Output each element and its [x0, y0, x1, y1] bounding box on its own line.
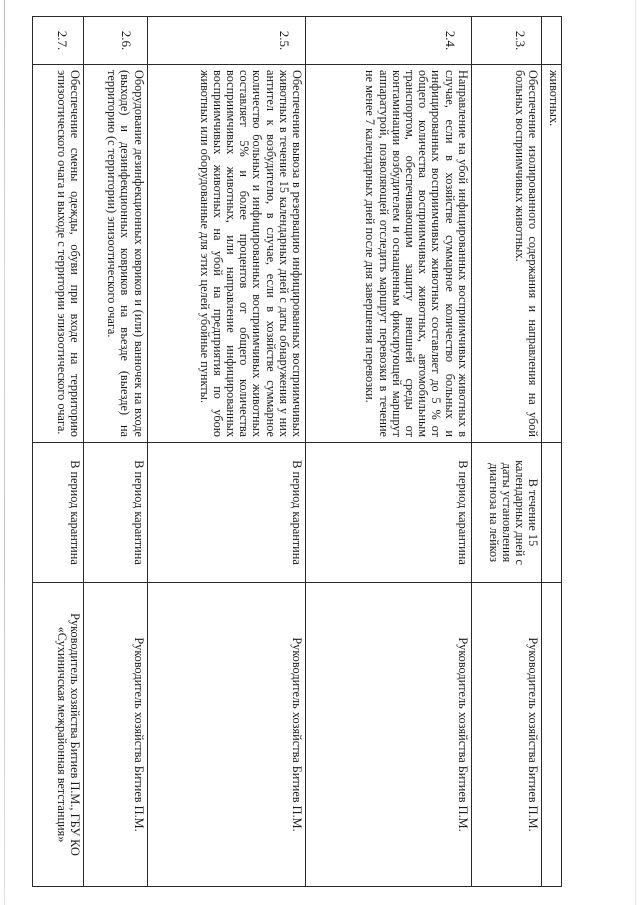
measure-cell: Обеспечение смены одежды, обуви при входе на территорию эпизоотического очага и выходе с территории эпизоотического очага. [33, 65, 84, 443]
measure-cell: животных. [542, 65, 562, 443]
term-cell: В период карантина [84, 443, 147, 583]
scan-edge-left [4, 0, 5, 905]
term-cell: В период карантина [306, 443, 472, 583]
measures-table [32, 16, 562, 887]
responsible-cell: Руководитель хозяйства Битиев П.М. [471, 583, 541, 887]
row-number-cell: 2.6. [84, 17, 147, 65]
responsible-cell: Руководитель хозяйства Битиев П.М., ГБУ КО «Сухиничская межрайонная ветстанция» [33, 583, 84, 887]
responsible-cell: Руководитель хозяйства Битиев П.М. [306, 583, 472, 887]
term-cell: В период карантина [147, 443, 305, 583]
row-number-cell [542, 17, 562, 65]
table-row [147, 17, 305, 887]
measure-cell: Оборудование дезинфекционных ковриков и (или) ванночек на входе (выходе) и дезинфекционных ковриков на въезде (выезде) на территорию (с территории) эпизоотического очага. [84, 65, 147, 443]
table-row [471, 17, 541, 887]
term-cell: В период карантина [33, 443, 84, 583]
responsible-cell [542, 583, 562, 887]
term-cell [542, 443, 562, 583]
responsible-cell: Руководитель хозяйства Битиев П.М. [84, 583, 147, 887]
measure-cell: Обеспечение вывоза в резервацию инфицированных восприимчивых животных в течение 15 календарных дней с даты обнаружения у них антител к возбудителю, в случае, если в хозяйстве суммарное количество больных и инфицированных восприимчивых животных составляет 5% и более процентов от общего количества восприимчивых животных, или направление инфицированных восприимчивых животных на убой на предприятия по убою животных или оборудованные для этих целей убойные пункты. [147, 65, 305, 443]
table-row [306, 17, 472, 887]
row-number-cell: 2.4. [306, 17, 472, 65]
row-number-cell: 2.5. [147, 17, 305, 65]
table-row [84, 17, 147, 887]
table-row [33, 17, 84, 887]
term-cell: В течение 15 календарных дней с даты установления диагноза на лейкоз [471, 443, 541, 583]
measure-cell: Направление на убой инфицированных восприимчивых животных в случае, если в хозяйстве суммарное количество больных и инфицированных восприимчивых животных составляет до 5 % от общего количества восприимчивых животных, автомобильным транспортом, обеспечивающим защиту внешней среды от контаминации возбудителем и оснащенным фиксирующей маршрут аппаратурой, позволяющей отследить маршрут перевозки в течение не менее 7 календарных дней после дня завершения перевозки. [306, 65, 472, 443]
rotated-page [32, 16, 562, 886]
table-row [542, 17, 562, 887]
measures-table-body [33, 17, 562, 887]
measure-cell: Обеспечение изолированного содержания и направления на убой больных восприимчивых животных. [471, 65, 541, 443]
row-number-cell: 2.3. [471, 17, 541, 65]
row-number-cell: 2.7. [33, 17, 84, 65]
responsible-cell: Руководитель хозяйства Битиев П.М. [147, 583, 305, 887]
scan-edge-right [635, 0, 636, 905]
